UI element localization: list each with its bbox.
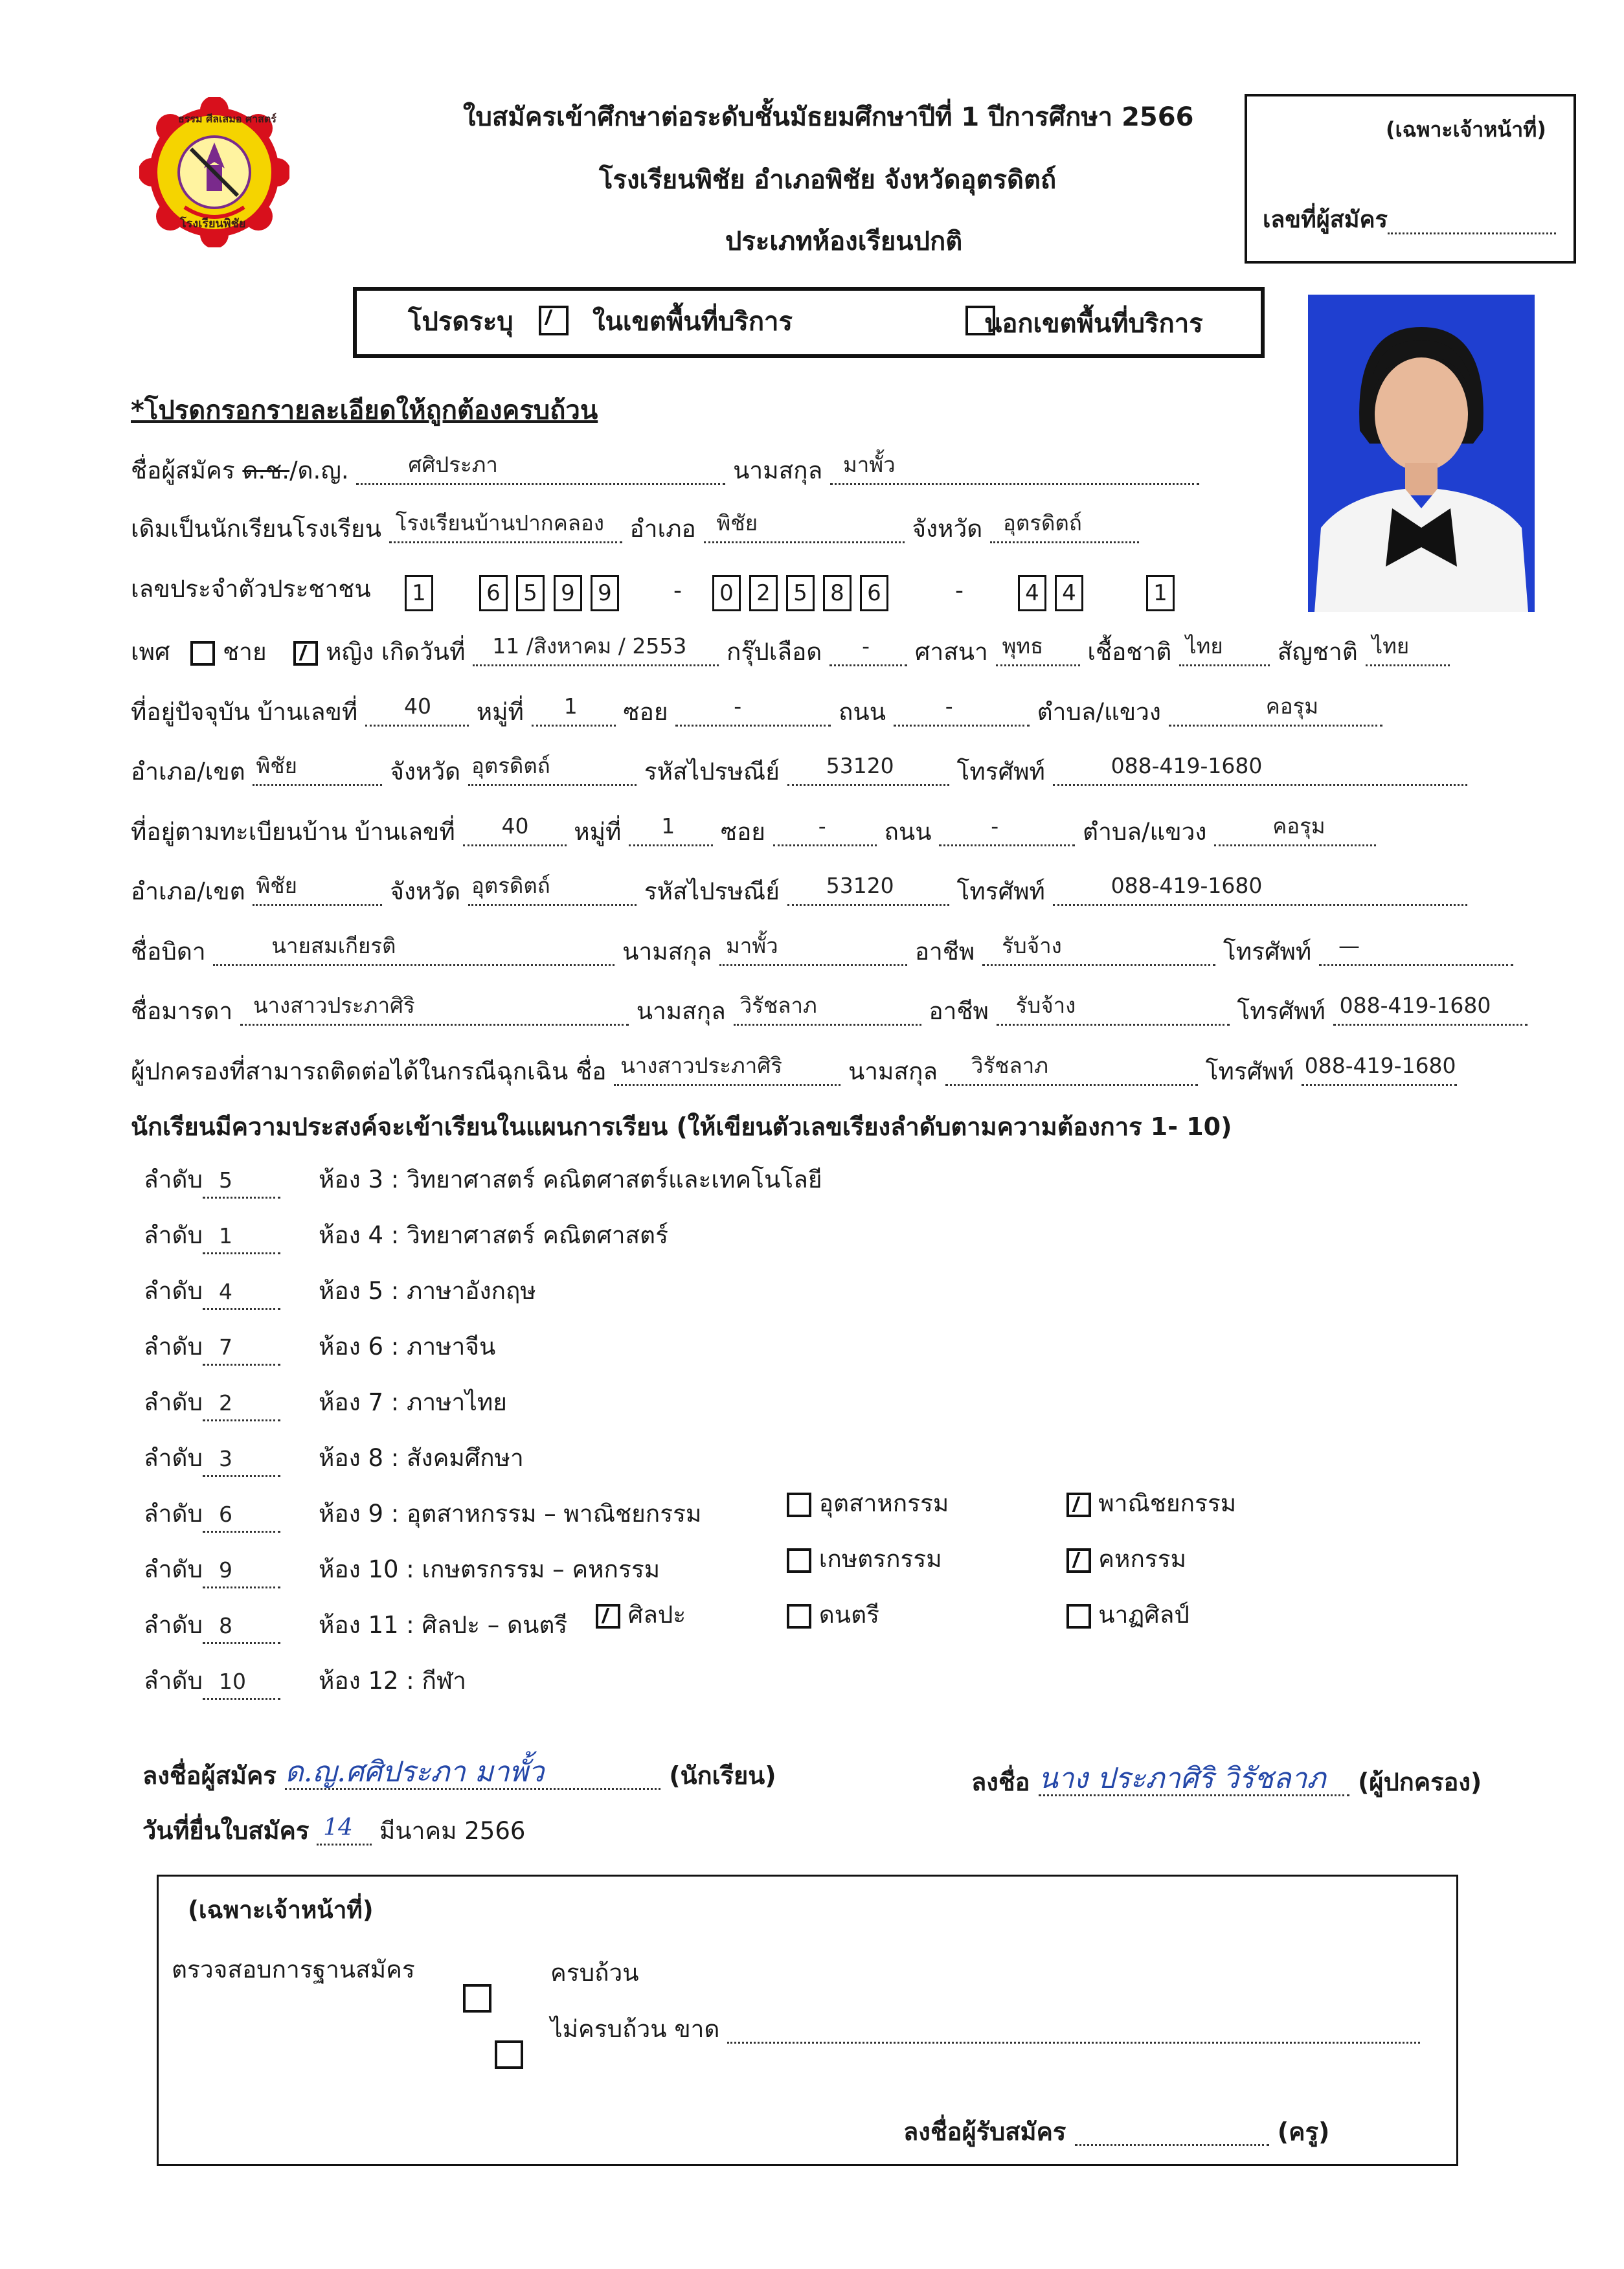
- reg-district-field[interactable]: พิชัย: [253, 878, 382, 906]
- plan-room: ห้อง 12 : กีฬา: [319, 1667, 466, 1695]
- plan-heading: นักเรียนมีความประสงค์จะเข้าเรียนในแผนการเรียน (ให้เขียนตัวเลขเรียงลำดับตามความต้องการ 1- 10): [131, 1112, 1232, 1141]
- current-district-field[interactable]: พิชัย: [253, 758, 382, 786]
- blood-field[interactable]: -: [829, 638, 907, 666]
- plan-order-label: ลำดับ: [144, 1611, 203, 1639]
- id-digit-box[interactable]: 6: [860, 575, 888, 611]
- mother-job-field[interactable]: รับจ้าง: [997, 998, 1230, 1026]
- father-job-field[interactable]: รับจ้าง: [982, 938, 1215, 966]
- current-road-field[interactable]: -: [894, 699, 1030, 727]
- plan-room: ห้อง 10 : เกษตรกรรม – คหกรรม: [319, 1555, 660, 1583]
- room10-options: เกษตรกรรม คหกรรม: [787, 1545, 1186, 1574]
- row-mother: ชื่อมารดา นางสาวประภาศิริ นามสกุล วิรัชลาภ อาชีพ รับจ้าง โทรศัพท์ 088-419-1680: [131, 997, 1528, 1026]
- current-phone-field[interactable]: 088-419-1680: [1053, 758, 1467, 786]
- reg-soi-field[interactable]: -: [773, 818, 877, 846]
- current-postal-field[interactable]: 53120: [787, 758, 949, 786]
- plan-order-field[interactable]: 1: [203, 1226, 280, 1254]
- prev-district-field[interactable]: พิชัย: [704, 515, 905, 543]
- current-soi-field[interactable]: -: [675, 699, 831, 727]
- row-prev-school: เดิมเป็นนักเรียนโรงเรียน โรงเรียนบ้านปากคลอง อำเภอ พิชัย จังหวัด อุตรดิตถ์: [131, 515, 1139, 543]
- submit-date-row: วันที่ยื่นใบสมัคร 14 มีนาคม 2566: [142, 1814, 526, 1845]
- reg-postal-field[interactable]: 53120: [787, 878, 949, 906]
- plan-row: [144, 1327, 495, 1366]
- home-economics-checkbox[interactable]: [1066, 1548, 1091, 1573]
- current-moo-field[interactable]: 1: [532, 699, 616, 727]
- id-digit-box[interactable]: 9: [591, 575, 619, 611]
- female-checkbox[interactable]: [293, 641, 318, 666]
- plan-row: [144, 1272, 536, 1310]
- dance-checkbox[interactable]: [1066, 1604, 1091, 1629]
- id-digit-box[interactable]: 9: [554, 575, 582, 611]
- birth-date-field[interactable]: 11 /สิงหาคม / 2553: [473, 638, 719, 666]
- plan-room: ห้อง 5 : ภาษาอังกฤษ: [319, 1277, 536, 1305]
- plan-room: ห้อง 9 : อุตสาหกรรม – พาณิชยกรรม: [319, 1500, 702, 1528]
- officer-box-title: (เฉพาะเจ้าหน้าที่): [1386, 117, 1546, 142]
- id-digit-box[interactable]: 5: [516, 575, 545, 611]
- plan-order-label: ลำดับ: [144, 1277, 203, 1305]
- id-digit-box[interactable]: 5: [786, 575, 815, 611]
- mother-name-field[interactable]: นางสาวประภาศิริ: [240, 998, 629, 1026]
- plan-row: [144, 1662, 466, 1700]
- applicant-no-label: เลขที่ผู้สมัคร: [1263, 206, 1556, 234]
- id-digit-box[interactable]: 4: [1018, 575, 1046, 611]
- id-separator: -: [955, 578, 964, 604]
- id-digit-box[interactable]: 4: [1055, 575, 1083, 611]
- area-select-label: โปรดระบุ: [408, 307, 513, 337]
- guardian-name-field[interactable]: นางสาวประภาศิริ: [614, 1058, 840, 1086]
- applicant-signature-row: ลงชื่อผู้สมัคร ด.ญ.ศศิประภา มาพั้ว (นักเรียน): [142, 1755, 776, 1790]
- reg-province-field[interactable]: อุตรดิตถ์: [468, 878, 637, 906]
- room11-options: ดนตรี นาฏศิลป์: [787, 1601, 1190, 1629]
- prefix-struck: ด.ช.: [242, 457, 290, 484]
- id-label: เลขประจำตัวประชาชน: [131, 575, 371, 603]
- submit-day-field[interactable]: 14: [317, 1818, 372, 1846]
- plan-room: ห้อง 11 : ศิลปะ – ดนตรี: [319, 1611, 568, 1639]
- reg-house-field[interactable]: 40: [463, 818, 567, 846]
- id-separator: -: [673, 578, 682, 604]
- row-registered-address-2: อำเภอ/เขต พิชัย จังหวัด อุตรดิตถ์ รหัสไปรษณีย์ 53120 โทรศัพท์ 088-419-1680: [131, 877, 1467, 906]
- plan-order-field[interactable]: 7: [203, 1338, 280, 1366]
- id-digit-box[interactable]: 8: [823, 575, 851, 611]
- religion-field[interactable]: พุทธ: [996, 638, 1080, 666]
- plan-order-field[interactable]: 2: [203, 1394, 280, 1421]
- missing-docs-field[interactable]: [727, 2016, 1420, 2044]
- plan-room: ห้อง 7 : ภาษาไทย: [319, 1388, 507, 1416]
- complete-checkbox[interactable]: [463, 1984, 491, 2013]
- surname-field[interactable]: มาพั้ว: [830, 457, 1199, 485]
- instruction: *โปรดกรอกรายละเอียดให้ถูกต้องครบถ้วน: [131, 396, 598, 425]
- agriculture-checkbox[interactable]: [787, 1548, 811, 1573]
- plan-order-field[interactable]: 5: [203, 1171, 280, 1199]
- logo-text-top: ธรรม ศีลเสมอ ศาสตร์: [178, 113, 276, 125]
- nationality-field[interactable]: ไทย: [1366, 638, 1450, 666]
- id-digit-box[interactable]: 6: [479, 575, 508, 611]
- id-digit-box[interactable]: 1: [405, 575, 433, 611]
- prev-province-field[interactable]: อุตรดิตถ์: [990, 515, 1139, 543]
- plan-row: [144, 1383, 507, 1421]
- plan-row: [144, 1495, 701, 1533]
- row-gender-birth: เพศ ชาย หญิง เกิดวันที่ 11 /สิงหาคม / 2553 กรุ๊ปเลือด - ศาสนา พุทธ เชื้อชาติ ไทย สัญชาติ ไทย: [131, 638, 1450, 666]
- plan-order-field[interactable]: 10: [203, 1672, 280, 1700]
- receiver-row: ลงชื่อผู้รับสมัคร (ครู): [903, 2117, 1330, 2146]
- reg-road-field[interactable]: -: [939, 818, 1075, 846]
- logo-text-bottom: โรงเรียนพิชัย: [180, 217, 246, 231]
- commerce-checkbox[interactable]: [1066, 1493, 1091, 1517]
- classroom-type: ประเภทห้องเรียนปกติ: [725, 227, 963, 256]
- plan-order-label: ลำดับ: [144, 1667, 203, 1695]
- art-checkbox[interactable]: [596, 1604, 620, 1629]
- out-area-label: นอกเขตพื้นที่บริการ: [984, 309, 1203, 339]
- room11-art-option: ศิลปะ: [596, 1601, 686, 1629]
- plan-row: [144, 1439, 524, 1477]
- reg-phone-field[interactable]: 088-419-1680: [1053, 878, 1467, 906]
- check-docs-label: ตรวจสอบการฐานสมัคร: [172, 1956, 415, 1983]
- father-name-field[interactable]: นายสมเกียรติ: [213, 938, 615, 966]
- in-area-label: ในเขตพื้นที่บริการ: [592, 307, 793, 337]
- first-name-field[interactable]: ศศิประภา: [356, 457, 725, 485]
- plan-order-label: ลำดับ: [144, 1333, 203, 1360]
- race-field[interactable]: ไทย: [1179, 638, 1270, 666]
- plan-room: ห้อง 8 : สังคมศึกษา: [319, 1444, 524, 1472]
- plan-order-label: ลำดับ: [144, 1166, 203, 1193]
- id-digit-box[interactable]: 0: [712, 575, 741, 611]
- guardian-signature[interactable]: นาง ประภาศิริ วิรัชลาภ: [1039, 1768, 1349, 1796]
- current-subdistrict-field[interactable]: คอรุม: [1169, 699, 1382, 727]
- row-father: ชื่อบิดา นายสมเกียรติ นามสกุล มาพั้ว อาชีพ รับจ้าง โทรศัพท์ —: [131, 938, 1513, 966]
- mother-phone-field[interactable]: 088-419-1680: [1333, 998, 1528, 1026]
- plan-order-label: ลำดับ: [144, 1555, 203, 1583]
- applicant-signature[interactable]: ด.ญ.ศศิประภา มาพั้ว: [285, 1762, 660, 1790]
- form-title: ใบสมัครเข้าศึกษาต่อระดับชั้นมัธยมศึกษาปีที่ 1 ปีการศึกษา 2566: [463, 102, 1194, 132]
- plan-order-label: ลำดับ: [144, 1444, 203, 1472]
- plan-order-field[interactable]: 9: [203, 1561, 280, 1588]
- incomplete-checkbox[interactable]: [495, 2040, 523, 2069]
- plan-row: [144, 1216, 668, 1254]
- row-current-address: ที่อยู่ปัจจุบัน บ้านเลขที่ 40 หมู่ที่ 1 ซอย - ถนน - ตำบล/แขวง คอรุม: [131, 698, 1382, 727]
- music-checkbox[interactable]: [787, 1604, 811, 1629]
- father-surname-field[interactable]: มาพั้ว: [719, 938, 907, 966]
- guardian-signature-row: ลงชื่อ นาง ประภาศิริ วิรัชลาภ (ผู้ปกครอง): [971, 1762, 1482, 1796]
- incomplete-row: ไม่ครบถ้วน ขาด: [550, 2015, 1420, 2044]
- plan-row: [144, 1160, 822, 1199]
- reg-subdistrict-field[interactable]: คอรุม: [1214, 818, 1376, 846]
- reg-moo-field[interactable]: 1: [629, 818, 713, 846]
- plan-order-field[interactable]: 8: [203, 1616, 280, 1644]
- plan-row: [144, 1550, 660, 1588]
- in-area-checkbox[interactable]: [539, 306, 569, 335]
- id-digit-box[interactable]: 2: [749, 575, 778, 611]
- row-applicant-name: ชื่อผู้สมัคร ด.ช./ด.ญ. ศศิประภา นามสกุล มาพั้ว: [131, 457, 1199, 485]
- row-guardian: ผู้ปกครองที่สามารถติดต่อได้ในกรณีฉุกเฉิน ชื่อ นางสาวประภาศิริ นามสกุล วิรัชลาภ โทรศัพท์ 088-419-1680: [131, 1053, 1456, 1085]
- mother-surname-field[interactable]: วิรัชลาภ: [734, 998, 921, 1026]
- prev-school-field[interactable]: โรงเรียนบ้านปากคลอง: [389, 515, 622, 543]
- id-digit-box[interactable]: 1: [1146, 575, 1175, 611]
- row-current-address-2: อำเภอ/เขต พิชัย จังหวัด อุตรดิตถ์ รหัสไปรษณีย์ 53120 โทรศัพท์ 088-419-1680: [131, 758, 1467, 786]
- plan-order-field[interactable]: 4: [203, 1282, 280, 1310]
- plan-order-label: ลำดับ: [144, 1388, 203, 1416]
- industry-checkbox[interactable]: [787, 1493, 811, 1517]
- guardian-phone-field[interactable]: 088-419-1680: [1302, 1058, 1457, 1086]
- plan-room: ห้อง 6 : ภาษาจีน: [319, 1333, 496, 1360]
- guardian-surname-field[interactable]: วิรัชลาภ: [945, 1058, 1198, 1086]
- current-house-field[interactable]: 40: [365, 699, 469, 727]
- plan-order-label: ลำดับ: [144, 1221, 203, 1249]
- plan-row: [144, 1606, 567, 1644]
- row-registered-address: ที่อยู่ตามทะเบียนบ้าน บ้านเลขที่ 40 หมู่ที่ 1 ซอย - ถนน - ตำบล/แขวง คอรุม: [131, 818, 1376, 846]
- school-name: โรงเรียนพิชัย อำเภอพิชัย จังหวัดอุตรดิตถ์: [599, 165, 1057, 195]
- plan-order-field[interactable]: 6: [203, 1505, 280, 1533]
- plan-room: ห้อง 4 : วิทยาศาสตร์ คณิตศาสตร์: [319, 1221, 668, 1249]
- plan-order-field[interactable]: 3: [203, 1449, 280, 1477]
- male-checkbox[interactable]: [190, 641, 215, 666]
- applicant-no-field[interactable]: [1388, 213, 1556, 234]
- receiver-signature-field[interactable]: [1075, 2118, 1269, 2146]
- room9-options: อุตสาหกรรม พาณิชยกรรม: [787, 1489, 1236, 1518]
- father-phone-field[interactable]: —: [1319, 938, 1513, 966]
- plan-room: ห้อง 3 : วิทยาศาสตร์ คณิตศาสตร์และเทคโนโลยี: [319, 1166, 822, 1193]
- officer-section-title: (เฉพาะเจ้าหน้าที่): [188, 1896, 374, 1924]
- current-province-field[interactable]: อุตรดิตถ์: [468, 758, 637, 786]
- complete-label: ครบถ้วน: [550, 1959, 639, 1987]
- plan-order-label: ลำดับ: [144, 1500, 203, 1528]
- applicant-photo: [1308, 295, 1535, 612]
